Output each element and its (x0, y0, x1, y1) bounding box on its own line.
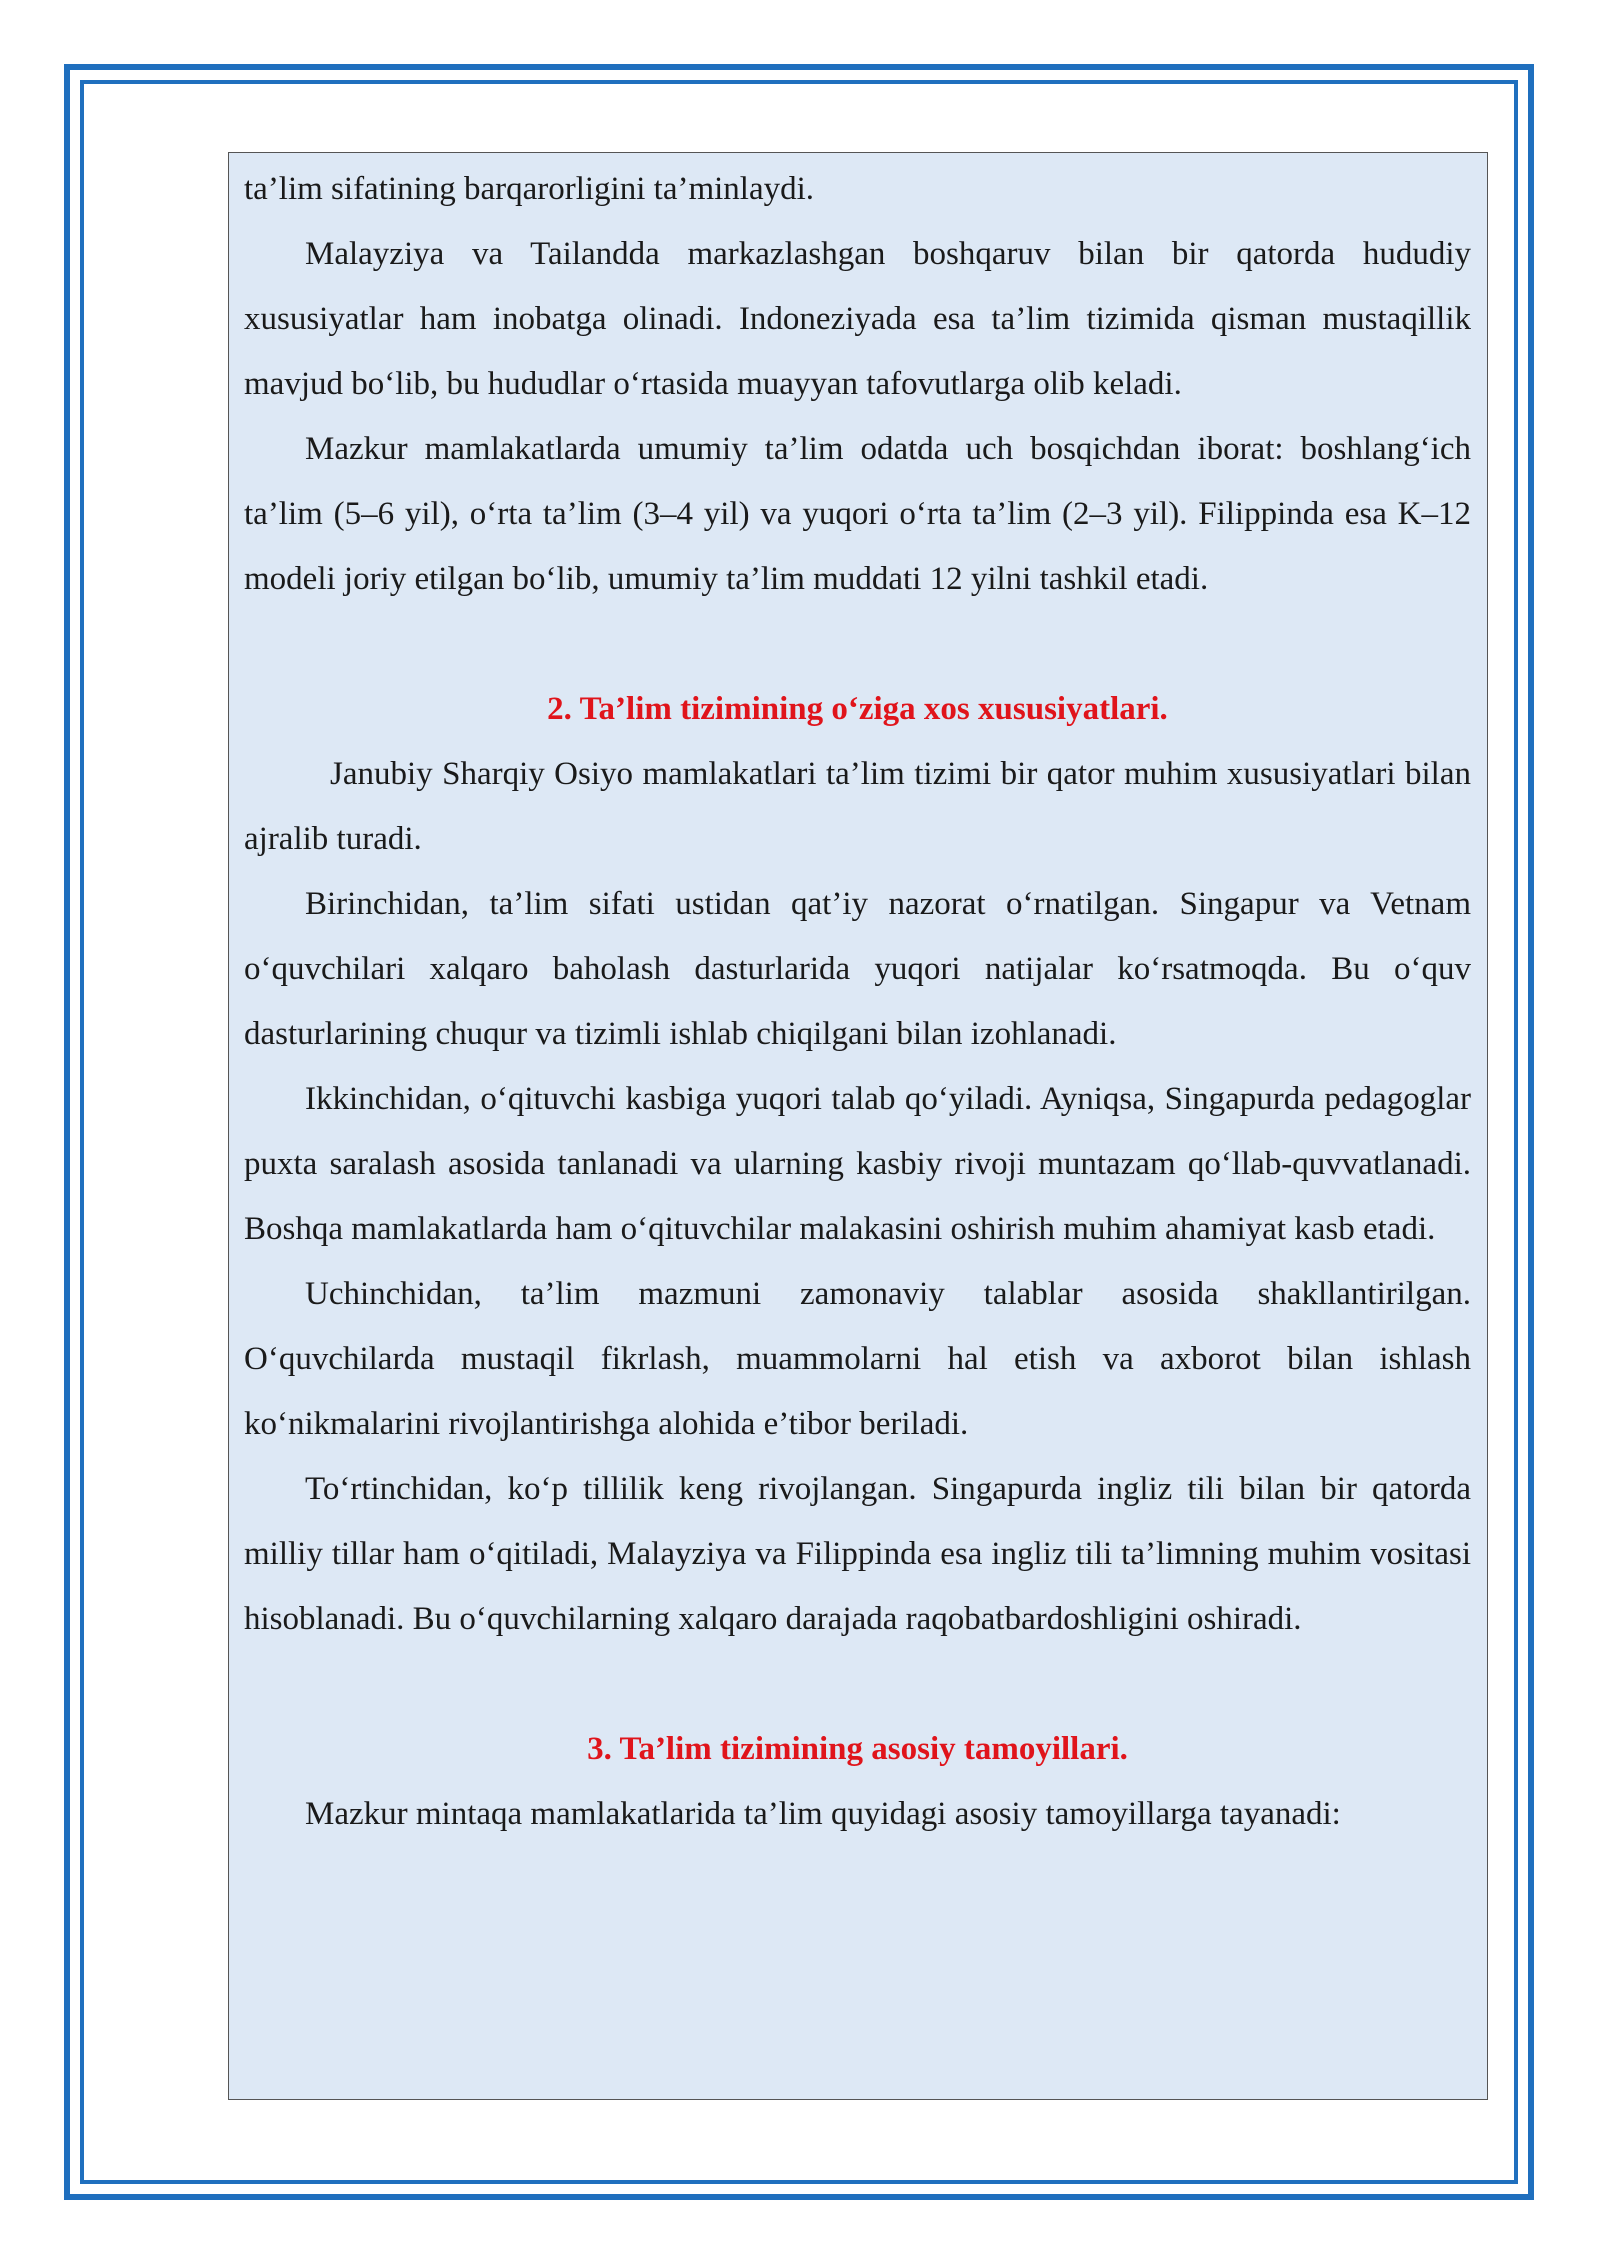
text-box (228, 152, 1488, 2100)
paragraph: Janubiy Sharqiy Osiyo mamlakatlari ta’lim tizimi bir qator muhim xususiyatlari bilan ajralib turadi. (244, 756, 1471, 857)
section-heading: 3. Ta’lim tizimining asosiy tamoyillari. (587, 1731, 1128, 1767)
paragraph: To‘rtinchidan, ko‘p tillilik keng rivojlangan. Singapurda ingliz tili bilan bir qatorda milliy tillar ham o‘qitiladi, Malayziya va Filippinda esa ingliz tili ta’limning muhim vositasi hisoblanadi. Bu o‘quvchilarning xalqaro darajada raqobatbardoshligini oshiradi. (244, 1471, 1471, 1637)
paragraph: Mazkur mamlakatlarda umumiy ta’lim odatda uch bosqichdan iborat: boshlang‘ich ta’lim (5–6 yil), o‘rta ta’lim (3–4 yil) va yuqori o‘rta ta’lim (2–3 yil). Filippinda esa K–12 modeli joriy etilgan bo‘lib, umumiy ta’lim muddati 12 yilni tashkil etadi. (244, 431, 1471, 597)
section-heading: 2. Ta’lim tizimining o‘ziga xos xususiyatlari. (547, 691, 1168, 727)
paragraph: Birinchidan, ta’lim sifati ustidan qat’iy nazorat o‘rnatilgan. Singapur va Vetnam o‘quvchilari xalqaro baholash dasturlarida yuqori natijalar ko‘rsatmoqda. Bu o‘quv dasturlarining chuqur va tizimli ishlab chiqilgani bilan izohlanadi. (244, 886, 1471, 1052)
paragraph: Uchinchidan, ta’lim mazmuni zamonaviy talablar asosida shakllantirilgan. O‘quvchilarda mustaqil fikrlash, muammolarni hal etish va axborot bilan ishlash ko‘nikmalarini rivojlantirishga alohida e’tibor beriladi. (244, 1276, 1471, 1442)
paragraph: Malayziya va Tailandda markazlashgan boshqaruv bilan bir qatorda hududiy xususiyatlar ham inobatga olinadi. Indoneziyada esa ta’lim tizimida qisman mustaqillik mavjud bo‘lib, bu hududlar o‘rtasida muayyan tafovutlarga olib keladi. (244, 236, 1471, 402)
paragraph-continuation: ta’lim sifatining barqarorligini ta’minlaydi. (244, 171, 815, 207)
paragraph: Mazkur mintaqa mamlakatlarida ta’lim quyidagi asosiy tamoyillarga tayanadi: (305, 1796, 1341, 1832)
blank-line (244, 1652, 1471, 1717)
paragraph: Ikkinchidan, o‘qituvchi kasbiga yuqori talab qo‘yiladi. Ayniqsa, Singapurda pedagoglar puxta saralash asosida tanlanadi va ularning kasbiy rivoji muntazam qo‘llab-quvvatlanadi. Boshqa mamlakatlarda ham o‘qituvchilar malakasini oshirish muhim ahamiyat kasb etadi. (244, 1081, 1471, 1247)
blank-line (244, 612, 1471, 677)
